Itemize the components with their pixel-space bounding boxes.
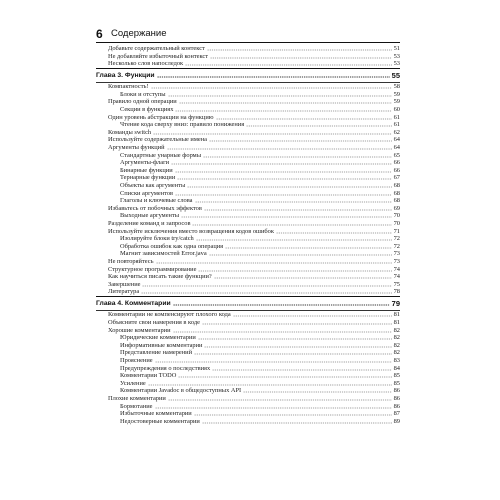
entry-title: Обработка ошибок как одна операция — [120, 242, 224, 250]
toc-entry[interactable] — [108, 60, 400, 68]
toc-subentry[interactable] — [108, 159, 400, 167]
toc-subentry[interactable] — [108, 190, 400, 198]
toc-subentry[interactable] — [108, 235, 400, 243]
entry-page-number: 82 — [393, 341, 400, 349]
entry-title: Несколько слов напоследок — [108, 60, 184, 68]
entry-page-number: 59 — [393, 90, 400, 98]
dot-leader — [204, 209, 392, 211]
entry-title: Не повторяйтесь — [108, 257, 154, 265]
entry-page-number: 69 — [393, 204, 400, 212]
entry-title: Хорошие комментарии — [108, 326, 171, 334]
dot-leader — [173, 304, 390, 306]
dot-leader — [175, 194, 392, 196]
toc-subentry[interactable] — [108, 197, 400, 205]
entry-page-number: 53 — [393, 60, 400, 68]
entry-title: Избыточные комментарии — [120, 410, 192, 418]
toc-entry[interactable] — [108, 327, 400, 335]
chapter-title: Глава 4. Комментарии — [96, 299, 171, 307]
entry-page-number: 72 — [393, 235, 400, 243]
entry-title: Объясните свои намерения в коде — [108, 319, 200, 326]
dot-leader — [243, 391, 391, 393]
dot-leader — [233, 315, 392, 317]
entry-page-number: 74 — [393, 265, 400, 273]
entry-title: Недостоверные комментарии — [120, 417, 200, 425]
toc-subentry[interactable] — [108, 403, 400, 411]
entry-page-number: 74 — [393, 273, 400, 281]
entry-title: Блоки и отступы — [120, 90, 166, 98]
chapter-rule-top — [96, 296, 400, 297]
toc-entry[interactable] — [108, 273, 400, 281]
dot-leader — [175, 110, 391, 112]
entry-page-number: 73 — [393, 250, 400, 258]
dot-leader — [168, 399, 392, 401]
dot-leader — [173, 331, 392, 333]
toc-subentry[interactable] — [108, 167, 400, 175]
toc-subentry[interactable] — [108, 152, 400, 160]
toc-subentry[interactable] — [108, 410, 400, 418]
entry-page-number: 89 — [393, 417, 400, 425]
running-header — [96, 27, 406, 43]
toc-entry[interactable] — [108, 144, 400, 152]
toc-subentry[interactable] — [108, 387, 400, 395]
dot-leader — [171, 163, 392, 165]
dot-leader — [155, 361, 392, 363]
chapter-title: Глава 3. Функции — [96, 71, 155, 79]
toc-subentry[interactable] — [108, 121, 400, 129]
entry-title: Комментарии Javadoc в общедоступных API — [120, 387, 242, 395]
entry-title: Как научиться писать такие функции? — [108, 273, 212, 281]
entry-title: Не добавляйте избыточный контекст — [108, 52, 209, 60]
entry-title: Компактность! — [108, 83, 149, 91]
toc-subentry[interactable] — [108, 380, 400, 388]
toc-subentry[interactable] — [108, 342, 400, 350]
toc-subentry[interactable] — [108, 212, 400, 220]
toc-entry[interactable] — [108, 395, 400, 403]
entry-title: Аргументы функций — [108, 144, 165, 152]
toc-entry[interactable] — [108, 53, 400, 61]
toc-entry[interactable] — [108, 136, 400, 144]
entry-page-number: 75 — [393, 280, 400, 288]
entry-title: Предупреждения о последствиях — [120, 364, 211, 372]
header-rule — [96, 42, 400, 43]
entry-page-number: 59 — [393, 98, 400, 106]
entry-title: Объекты как аргументы — [120, 182, 186, 189]
toc-entry[interactable] — [108, 266, 400, 274]
toc-subentry[interactable] — [108, 243, 400, 251]
dot-leader — [194, 414, 392, 416]
dot-leader — [195, 201, 392, 203]
dot-leader — [212, 369, 391, 371]
entry-title: Литература — [108, 288, 140, 296]
dot-leader — [246, 125, 391, 127]
entry-page-number: 53 — [393, 52, 400, 60]
toc-entry[interactable] — [108, 281, 400, 289]
chapter-page-number: 55 — [391, 70, 400, 80]
entry-title: Тернарные функции — [120, 174, 176, 182]
toc-subentry[interactable] — [108, 357, 400, 365]
dot-leader — [178, 376, 391, 378]
toc-entry[interactable] — [108, 129, 400, 137]
entry-page-number: 81 — [393, 319, 400, 326]
toc-subentry[interactable] — [108, 174, 400, 182]
entry-page-number: 82 — [393, 334, 400, 342]
entry-page-number: 84 — [393, 364, 400, 372]
entry-title: Завершение — [108, 280, 141, 288]
dot-leader — [153, 133, 392, 135]
dot-leader — [225, 247, 392, 249]
toc-subentry[interactable] — [108, 182, 400, 190]
entry-title: Используйте содержательные имена — [108, 136, 207, 144]
entry-title: Стандартные унарные формы — [120, 151, 202, 159]
dot-leader — [214, 277, 392, 279]
entry-page-number: 65 — [393, 151, 400, 159]
dot-leader — [203, 156, 392, 158]
entry-page-number: 86 — [393, 394, 400, 402]
dot-leader — [209, 140, 392, 142]
dot-leader — [216, 118, 392, 120]
dot-leader — [156, 262, 392, 264]
entry-page-number: 71 — [393, 227, 400, 235]
entry-page-number: 66 — [393, 159, 400, 167]
toc-subentry[interactable] — [108, 372, 400, 380]
entry-page-number: 68 — [393, 189, 400, 197]
dot-leader — [210, 57, 392, 59]
entry-page-number: 85 — [393, 372, 400, 380]
entry-title: Комментарии TODO — [120, 372, 177, 380]
header-title: Содержание — [111, 28, 167, 39]
entry-title: Структурное программирование — [108, 265, 197, 273]
toc-subentry[interactable] — [108, 91, 400, 99]
entry-page-number: 78 — [393, 288, 400, 296]
entry-title: Чтение кода сверху вниз: правило понижения — [120, 121, 245, 129]
entry-page-number: 86 — [393, 402, 400, 410]
dot-leader — [194, 353, 392, 355]
dot-leader — [198, 338, 392, 340]
entry-page-number: 66 — [393, 166, 400, 174]
dot-leader — [204, 346, 391, 348]
dot-leader — [179, 102, 392, 104]
entry-title: Списки аргументов — [120, 189, 174, 197]
chapter-page-number: 79 — [391, 298, 400, 308]
toc-entry[interactable] — [108, 319, 400, 327]
entry-title: Разделение команд и запросов — [108, 219, 191, 227]
entry-page-number: 68 — [393, 182, 400, 189]
entry-title: Бинарные функции — [120, 166, 173, 174]
entry-title: Используйте исключения вместо возвращения кодов ошибок — [108, 227, 274, 235]
entry-page-number: 83 — [393, 356, 400, 364]
entry-title: Аргументы-флаги — [120, 159, 170, 167]
toc-entry[interactable] — [108, 114, 400, 122]
entry-page-number: 86 — [393, 387, 400, 395]
chapter-heading[interactable] — [96, 71, 400, 81]
toc-entry[interactable] — [108, 258, 400, 266]
dot-leader — [192, 224, 391, 226]
toc-entry[interactable] — [108, 311, 400, 319]
entry-page-number: 85 — [393, 379, 400, 387]
entry-page-number: 81 — [393, 311, 400, 319]
toc-subentry[interactable] — [108, 106, 400, 114]
entry-title: Комментарии не компенсируют плохого кода — [108, 311, 231, 319]
toc-entry[interactable] — [108, 83, 400, 91]
entry-page-number: 67 — [393, 174, 400, 182]
dot-leader — [202, 323, 392, 325]
dot-leader — [276, 232, 392, 234]
entry-title: Усиление — [120, 379, 146, 387]
entry-title: Добавьте содержательный контекст — [108, 45, 205, 52]
toc-subentry[interactable] — [108, 349, 400, 357]
entry-title: Плохие комментарии — [108, 394, 166, 402]
dot-leader — [155, 407, 392, 409]
dot-leader — [157, 76, 390, 78]
entry-page-number: 82 — [393, 349, 400, 357]
entry-title: Правило одной операции — [108, 98, 177, 106]
dot-leader — [196, 239, 392, 241]
toc-entry[interactable] — [108, 228, 400, 236]
entry-title: Выходные аргументы — [120, 212, 180, 220]
dot-leader — [168, 95, 392, 97]
entry-title: Избавьтесь от побочных эффектов — [108, 204, 202, 212]
dot-leader — [177, 178, 391, 180]
entry-page-number: 70 — [393, 219, 400, 227]
entry-page-number: 51 — [393, 45, 400, 52]
dot-leader — [175, 171, 392, 173]
entry-title: Представление намерений — [120, 349, 193, 357]
entry-title: Команды switch — [108, 128, 152, 136]
toc-subentry[interactable] — [108, 365, 400, 373]
entry-title: Один уровень абстракции на функцию — [108, 113, 214, 121]
toc-entry[interactable] — [108, 45, 400, 53]
dot-leader — [181, 216, 392, 218]
toc-entry[interactable] — [108, 98, 400, 106]
entry-page-number: 64 — [393, 136, 400, 144]
toc-subentry[interactable] — [108, 334, 400, 342]
dot-leader — [198, 270, 391, 272]
entry-page-number: 73 — [393, 257, 400, 265]
entry-page-number: 61 — [393, 121, 400, 129]
entry-title: Бормотание — [120, 402, 153, 410]
dot-leader — [209, 254, 392, 256]
entry-page-number: 82 — [393, 326, 400, 334]
entry-page-number: 68 — [393, 197, 400, 205]
dot-leader — [148, 384, 392, 386]
chapter-heading[interactable] — [96, 299, 400, 309]
table-of-contents — [96, 45, 400, 425]
dot-leader — [142, 285, 391, 287]
header-page-number: 6 — [96, 27, 103, 41]
entry-title: Информативные комментарии — [120, 341, 203, 349]
entry-page-number: 60 — [393, 106, 400, 114]
entry-page-number: 72 — [393, 242, 400, 250]
entry-title: Секции в функциях — [120, 106, 174, 114]
entry-page-number: 62 — [393, 128, 400, 136]
toc-entry[interactable] — [108, 205, 400, 213]
entry-title: Глаголы и ключевые слова — [120, 197, 193, 205]
entry-title: Юридические комментарии — [120, 334, 196, 342]
dot-leader — [207, 49, 392, 51]
dot-leader — [187, 186, 391, 188]
entry-page-number: 70 — [393, 212, 400, 220]
dot-leader — [185, 64, 391, 66]
toc-subentry[interactable] — [108, 418, 400, 426]
entry-title: Изолируйте блоки try/catch — [120, 235, 194, 243]
dot-leader — [151, 87, 392, 89]
entry-title: Магнит зависимостей Error.java — [120, 250, 207, 258]
toc-entry[interactable] — [108, 288, 400, 296]
toc-entry[interactable] — [108, 220, 400, 228]
entry-title: Прояснение — [120, 356, 153, 364]
chapter-rule-top — [96, 68, 400, 69]
dot-leader — [167, 148, 392, 150]
entry-page-number: 87 — [393, 410, 400, 418]
entry-page-number: 58 — [393, 83, 400, 91]
entry-page-number: 64 — [393, 144, 400, 152]
dot-leader — [202, 422, 392, 424]
dot-leader — [141, 292, 391, 294]
toc-subentry[interactable] — [108, 250, 400, 258]
entry-page-number: 61 — [393, 113, 400, 121]
